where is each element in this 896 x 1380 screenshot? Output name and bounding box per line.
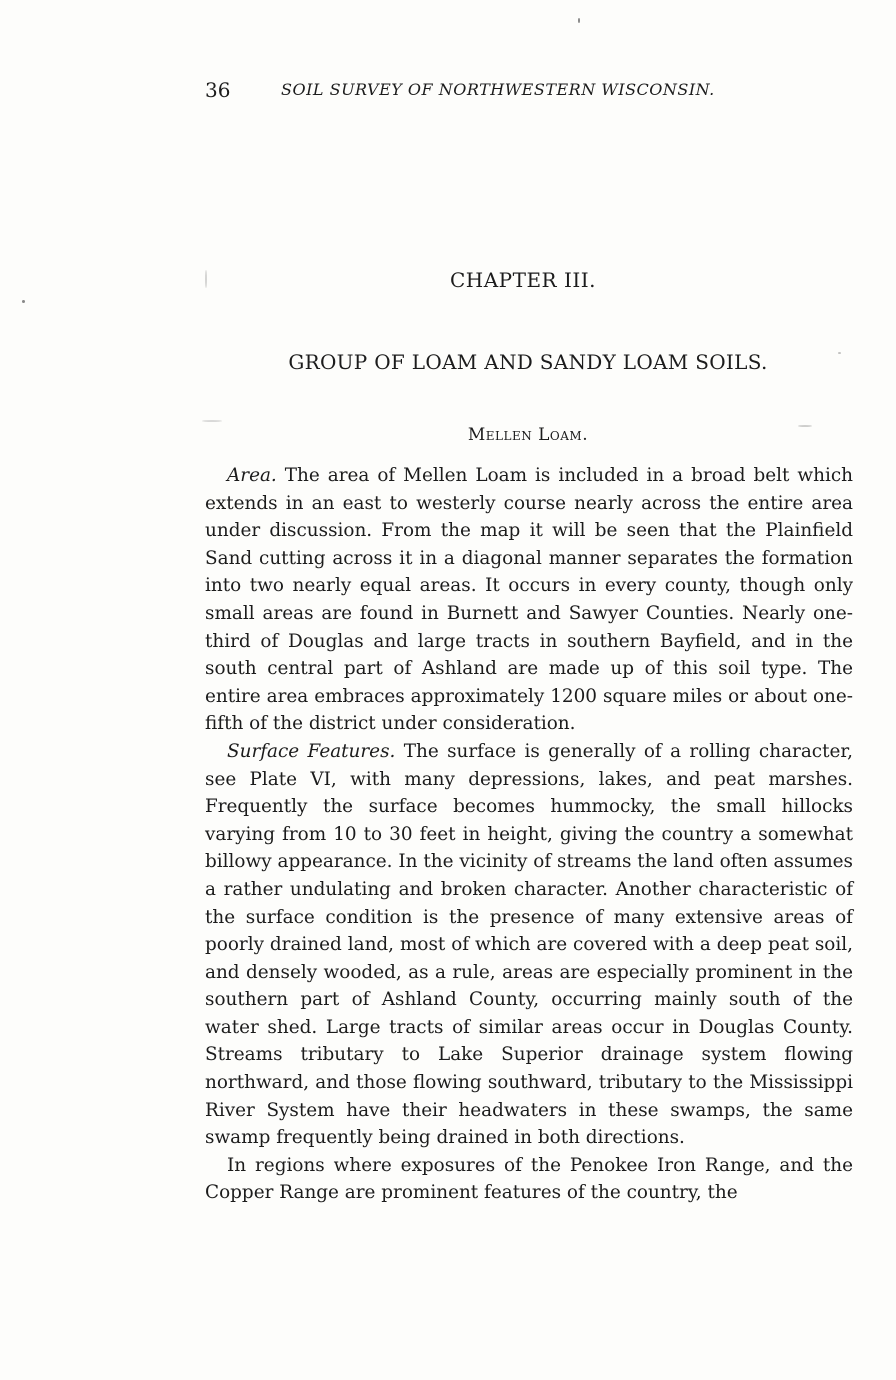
running-title: SOIL SURVEY OF NORTHWESTERN WISCONSIN. (281, 80, 715, 99)
body-text (205, 462, 853, 1207)
scan-speck (578, 18, 580, 23)
scan-speck (202, 420, 222, 422)
chapter-title: CHAPTER III. (449, 268, 597, 292)
group-title: GROUP OF LOAM AND SANDY LOAM SOILS. (288, 350, 768, 374)
paragraph-lead: Area. (227, 465, 277, 486)
scan-speck (798, 425, 812, 427)
section-title: Mellen Loam. (467, 425, 589, 445)
paragraph-text: The surface is generally of a rolling character, see Plate VI, with many depressions, lakes, and peat marshes. Frequently the surface becomes hummocky, the small hillocks varying from 10 to 30 feet in height, giving the country a somewhat billowy appearance. In the vicinity of streams the land often assumes a rather undulating and broken character. Another characteristic of the surface condition is the presence of many extensive areas of poorly drained land, most of which are covered with a deep peat soil, and densely wooded, as a rule, areas are especially prominent in the southern part of Ashland County, occurring mainly south of the water shed. Large tracts of similar areas occur in Douglas County. Streams tributary to Lake Superior drainage system flowing northward, and those flowing southward, tributary to the Mississippi River System have their headwaters in these swamps, the same swamp frequently being drained in both directions. (205, 740, 853, 1149)
paragraph-continuation (205, 1152, 853, 1207)
paragraph-surface-features (205, 738, 853, 1152)
paragraph-text: In regions where exposures of the Penokee Iron Range, and the Copper Range are prominent features of the country, the (205, 1154, 853, 1204)
page-number: 36 (205, 78, 231, 102)
running-head (205, 78, 785, 106)
paragraph-text: The area of Mellen Loam is included in a broad belt which extends in an east to westerly course nearly across the entire area under discussion. From the map it will be seen that the Plainfield Sand cutting across it in a diagonal manner separates the formation into two nearly equal areas. It occurs in every county, though only small areas are found in Burnett and Sawyer Counties. Nearly one-third of Douglas and large tracts in southern Bayfield, and in the south central part of Ashland are made up of this soil type. The entire area embraces approximately 1200 square miles or about one-fifth of the district under consideration. (205, 465, 853, 735)
paragraph-area (205, 462, 853, 738)
scan-speck (205, 270, 207, 288)
scan-speck (838, 352, 841, 354)
scan-speck (22, 300, 25, 303)
paragraph-lead: Surface Features. (227, 740, 396, 762)
